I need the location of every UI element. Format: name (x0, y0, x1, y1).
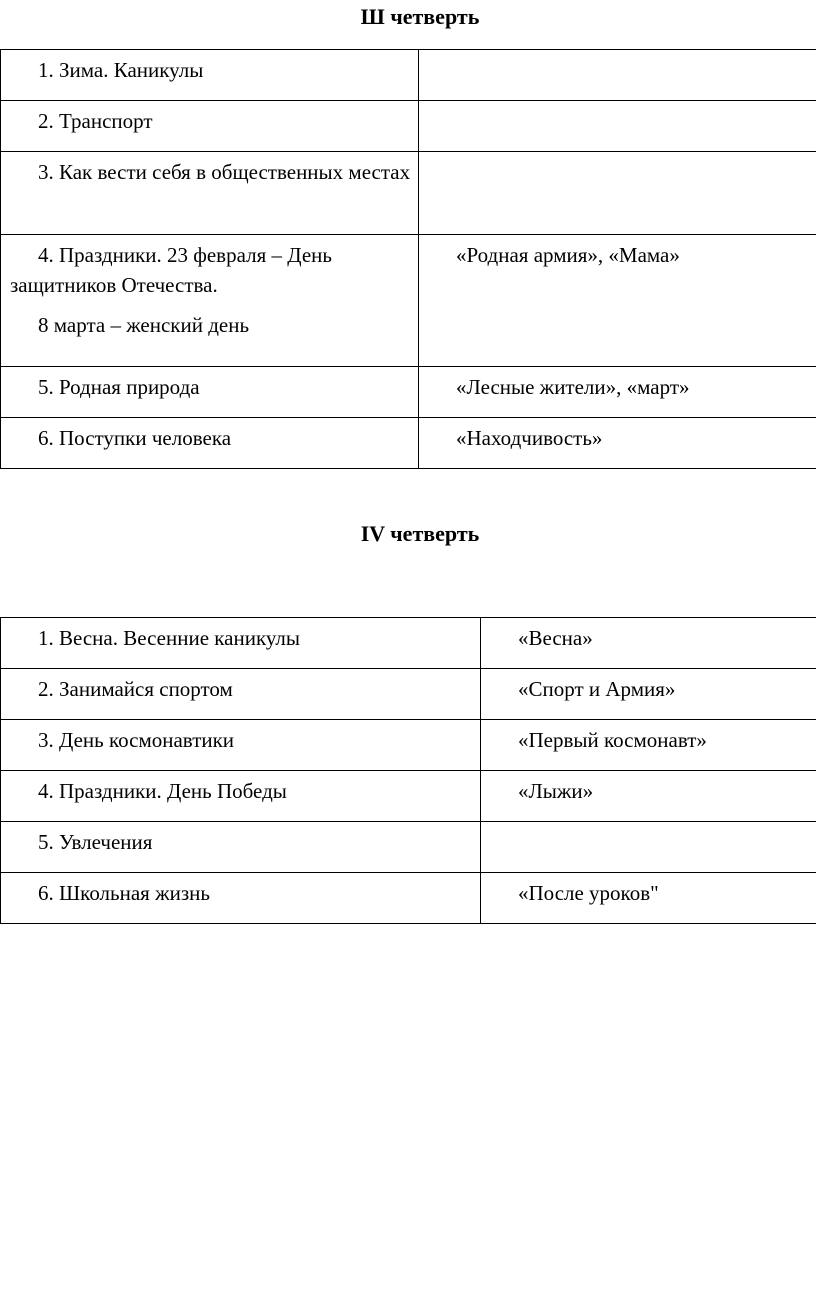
material-cell: «Спорт и Армия» (481, 669, 816, 720)
table-row (1, 771, 816, 822)
material-cell: «Лесные жители», «март» (419, 367, 816, 418)
material-cell (419, 50, 816, 101)
material-cell: «Первый космонавт» (481, 720, 816, 771)
table-row (1, 720, 816, 771)
topic-cell: 4. Праздники. 23 февраля – День защитников Отечества. 8 марта – женский день (1, 235, 419, 367)
quarter4-table (0, 617, 816, 924)
table-row (1, 235, 816, 367)
topic-cell: 3. День космонавтики (1, 720, 481, 771)
material-cell (419, 101, 816, 152)
quarter3-table (0, 49, 816, 469)
material-cell: «После уроков" (481, 873, 816, 924)
table-row (1, 152, 816, 235)
topic-cell: 6. Поступки человека (1, 418, 419, 469)
topic-cell: 2. Транспорт (1, 101, 419, 152)
table-row (1, 101, 816, 152)
topic-cell: 4. Праздники. День Победы (1, 771, 481, 822)
topic-cell: 3. Как вести себя в общественных местах (1, 152, 419, 235)
table-row (1, 618, 816, 669)
material-cell (481, 822, 816, 873)
topic-cell: 5. Родная природа (1, 367, 419, 418)
table-row (1, 669, 816, 720)
topic-cell: 6. Школьная жизнь (1, 873, 481, 924)
table-row (1, 367, 816, 418)
quarter4-title: IV четверть (360, 521, 480, 546)
quarter3-title: Ш четверть (360, 4, 480, 29)
material-cell: «Родная армия», «Мама» (419, 235, 816, 367)
topic-cell: 5. Увлечения (1, 822, 481, 873)
material-cell: «Лыжи» (481, 771, 816, 822)
table-row (1, 50, 816, 101)
material-cell: «Весна» (481, 618, 816, 669)
topic-cell: 1. Весна. Весенние каникулы (1, 618, 481, 669)
topic-cell: 2. Занимайся спортом (1, 669, 481, 720)
material-cell: «Находчивость» (419, 418, 816, 469)
topic-cell: 1. Зима. Каникулы (1, 50, 419, 101)
table-row (1, 822, 816, 873)
table-row (1, 418, 816, 469)
material-cell (419, 152, 816, 235)
table-row (1, 873, 816, 924)
